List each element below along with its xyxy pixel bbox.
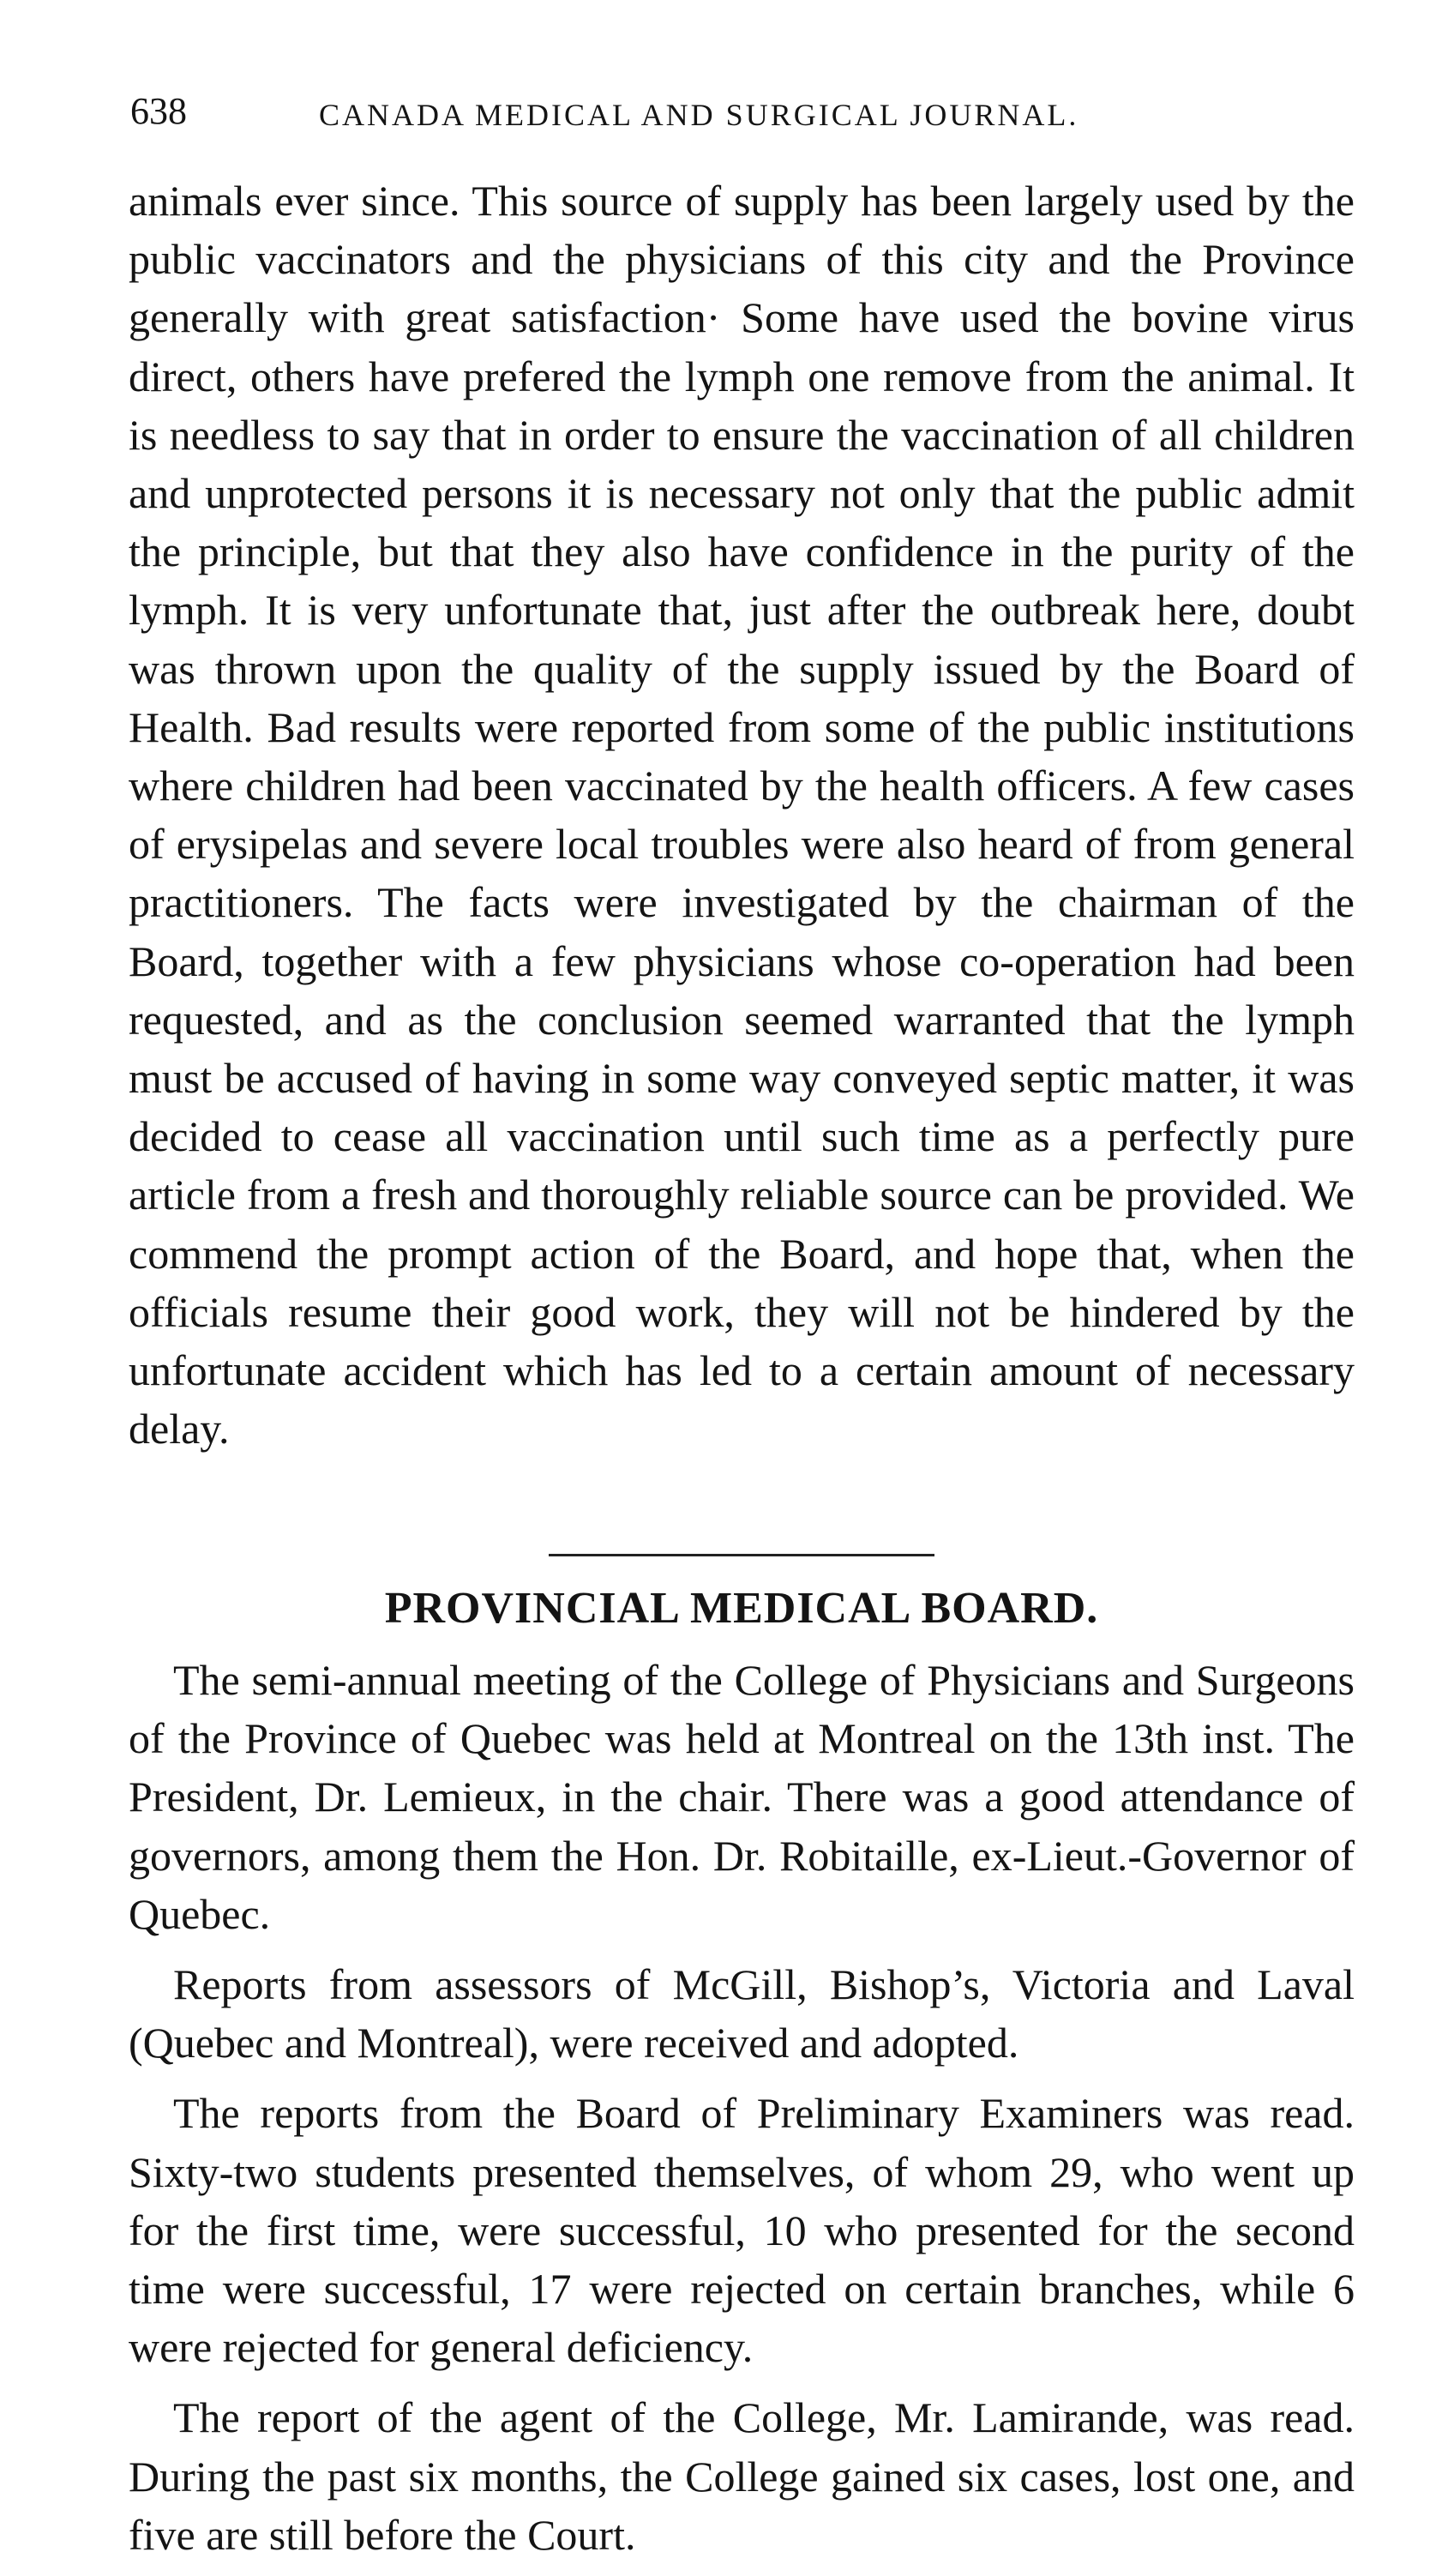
- section-paragraph: The reports from the Board of Preliminary Examiners was read. Sixty-two students presented themselves, of whom 29, who went up for the first time, were successful, 10 who presented for the second time were successful, 17 were rejected on certain branches, while 6 were rejected for general deficiency.: [129, 2089, 1355, 2372]
- text-column: [129, 172, 1355, 2576]
- section-divider: [549, 1554, 934, 1556]
- journal-title: CANADA MEDICAL AND SURGICAL JOURNAL.: [319, 98, 1079, 132]
- section-paragraph: The report of the agent of the College, Mr. Lamirande, was read. During the past six months, the College gained six cases, lost one, and five are still before the Court.: [129, 2393, 1355, 2559]
- article-continuation-paragraph: animals ever since. This source of supply has been largely used by the public vaccinators and the physicians of this city and the Province generally with great satisfaction· Some have used the bovine virus direct, others have prefered the lymph one remove from the animal. It is needless to say that in order to ensure the vaccination of all children and unprotected persons it is necessary not only that the public admit the principle, but that they also have confidence in the purity of the lymph. It is very unfortunate that, just after the outbreak here, doubt was thrown upon the quality of the supply issued by the Board of Health. Bad results were reported from some of the public institutions where children had been vaccinated by the health officers. A few cases of erysipelas and severe local troubles were also heard of from general practitioners. The facts were investigated by the chairman of the Board, together with a few physicians whose co-operation had been requested, and as the conclusion seemed warranted that the lymph must be accused of having in some way conveyed septic matter, it was decided to cease all vaccination until such time as a perfectly pure article from a fresh and thoroughly reliable source can be provided. We commend the prompt action of the Board, and hope that, when the officials resume their good work, they will not be hindered by the unfortunate accident which has led to a certain amount of necessary delay.: [129, 177, 1355, 1454]
- section-paragraph: Reports from assessors of McGill, Bishop’s, Victoria and Laval (Quebec and Montreal), were received and adopted.: [129, 1960, 1355, 2067]
- running-head: [130, 86, 1356, 146]
- page-number: 638: [130, 90, 187, 132]
- section-paragraph: The semi-annual meeting of the College of Physicians and Surgeons of the Province of Quebec was held at Montreal on the 13th inst. The President, Dr. Lemieux, in the chair. There was a good attendance of governors, among them the Hon. Dr. Robitaille, ex-Lieut.-Governor of Quebec.: [129, 1656, 1355, 1938]
- section-title: PROVINCIAL MEDICAL BOARD.: [384, 1584, 1099, 1633]
